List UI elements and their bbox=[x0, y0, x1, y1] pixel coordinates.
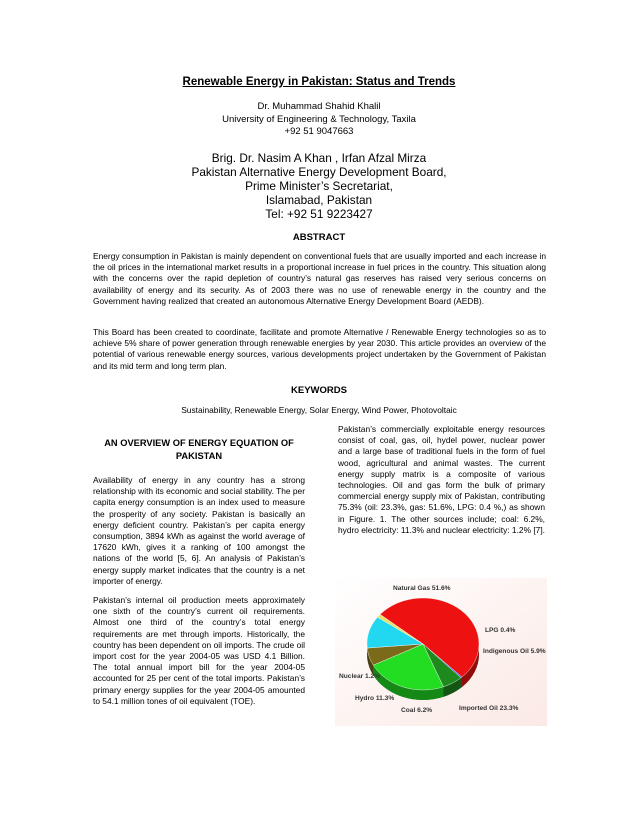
keywords-text: Sustainability, Renewable Energy, Solar Energy, Wind Power, Photovoltaic bbox=[181, 405, 457, 415]
pie-top bbox=[367, 598, 479, 690]
author1-block bbox=[0, 101, 638, 139]
energy-mix-pie-chart bbox=[335, 578, 547, 726]
pie-label-indigenous-oil: Indigenous Oil 5.9% bbox=[483, 648, 546, 655]
pie-label-natural-gas: Natural Gas 51.6% bbox=[393, 585, 451, 592]
pie-label-hydro: Hydro 11.3% bbox=[355, 695, 395, 702]
author2-city: Islamabad, Pakistan bbox=[265, 193, 373, 207]
pie-label-nuclear: Nuclear 1.2% bbox=[339, 673, 381, 680]
author1-phone: +92 51 9047663 bbox=[284, 126, 354, 137]
left-column bbox=[93, 475, 305, 715]
author2-block bbox=[0, 151, 638, 221]
author2-names: Brig. Dr. Nasim A Khan , Irfan Afzal Mirza bbox=[211, 151, 427, 165]
abstract-heading: ABSTRACT bbox=[292, 232, 346, 243]
author2-tel: Tel: +92 51 9223427 bbox=[265, 207, 373, 221]
pie-label-imported-oil: Imported Oil 23.3% bbox=[459, 705, 519, 712]
overview-paragraph-3: Pakistan’s commercially exploitable energy resources consist of coal, gas, oil, hydel power, nuclear power and a large base of traditional fuels in the form of fuel wood, agricultural and animal wastes. The current energy supply matrix is a composite of various technologies. Oil and gas form the bulk of primary commercial energy supply mix of Pakistan, contributing 75.3% (oil: 23.3%, gas: 51.6%, LPG: 0.4 %,) as shown in Figure. 1. The other sources include; coal: 6.2%, hydro electricity: 11.3% and nuclear electricity: 1.2% [7]. bbox=[338, 424, 545, 535]
author2-dept: Prime Minister’s Secretariat, bbox=[245, 179, 393, 193]
pie-label-coal: Coal 6.2% bbox=[401, 707, 433, 714]
author2-org: Pakistan Alternative Energy Development Board, bbox=[191, 165, 447, 179]
author1-name: Dr. Muhammad Shahid Khalil bbox=[257, 101, 381, 112]
abstract-paragraph-2: This Board has been created to coordinate, facilitate and promote Alternative / Renewable Energy technologies so as to achieve 5% share of power generation through renewable energies by year 2030. This article provides an overview of the potential of various renewable energy sources, various developments project undertaken by the Government of Pakistan and its mid term and long term plan. bbox=[93, 327, 546, 371]
abstract-paragraph-1: Energy consumption in Pakistan is mainly dependent on conventional fuels that are usually imported and each increase in the oil prices in the international market results in a proportional increase in fuel prices in the country. This situation along with the concerns over the rapid depletion of country’s natural gas reserves has raised very serious concerns on availability of energy and its security. As of 2003 there was no use of renewable energy in the country and the Government having realized that created an autonomous Alternative Energy Development Board (AEDB). bbox=[93, 251, 546, 306]
overview-paragraph-2: Pakistan’s internal oil production meets approximately one sixth of the country’s current oil requirements. Almost one third of the country’s total energy requirements are met through imports. Historically, the country has been dependent on oil imports. The crude oil import cost for the year 2004-05 was USD 4.1 Billion. The total annual import bill for the year 2004-05 accounted for 25 per cent of the total imports. Pakistan’s primary energy supplies for the year 2004-05 amounted to 54.1 million tones of oil equivalent (TOE). bbox=[93, 595, 305, 706]
paper-title: Renewable Energy in Pakistan: Status and Trends bbox=[182, 76, 456, 88]
pie-slice-side-lpg bbox=[461, 677, 462, 688]
right-column bbox=[338, 424, 545, 544]
overview-heading: AN OVERVIEW OF ENERGY EQUATION OF PAKISTAN bbox=[104, 438, 294, 461]
overview-paragraph-1: Availability of energy in any country has a strong relationship with its economic and social stability. The per capita energy consumption is an index used to measure the prosperity of any society. Pakistan is basically an energy deficient country. Pakistan’s per capita energy consumption, 3894 kWh as against the world average of 17620 kWh, gives it a ranking of 100 amongst the nations of the world [5, 6]. An analysis of Pakistan’s energy supply market indicates that the country is a net importer of energy. bbox=[93, 475, 305, 586]
pie-label-lpg: LPG 0.4% bbox=[485, 627, 516, 634]
author1-affiliation: University of Engineering & Technology, Taxila bbox=[222, 113, 416, 125]
keywords-heading: KEYWORDS bbox=[291, 385, 347, 396]
